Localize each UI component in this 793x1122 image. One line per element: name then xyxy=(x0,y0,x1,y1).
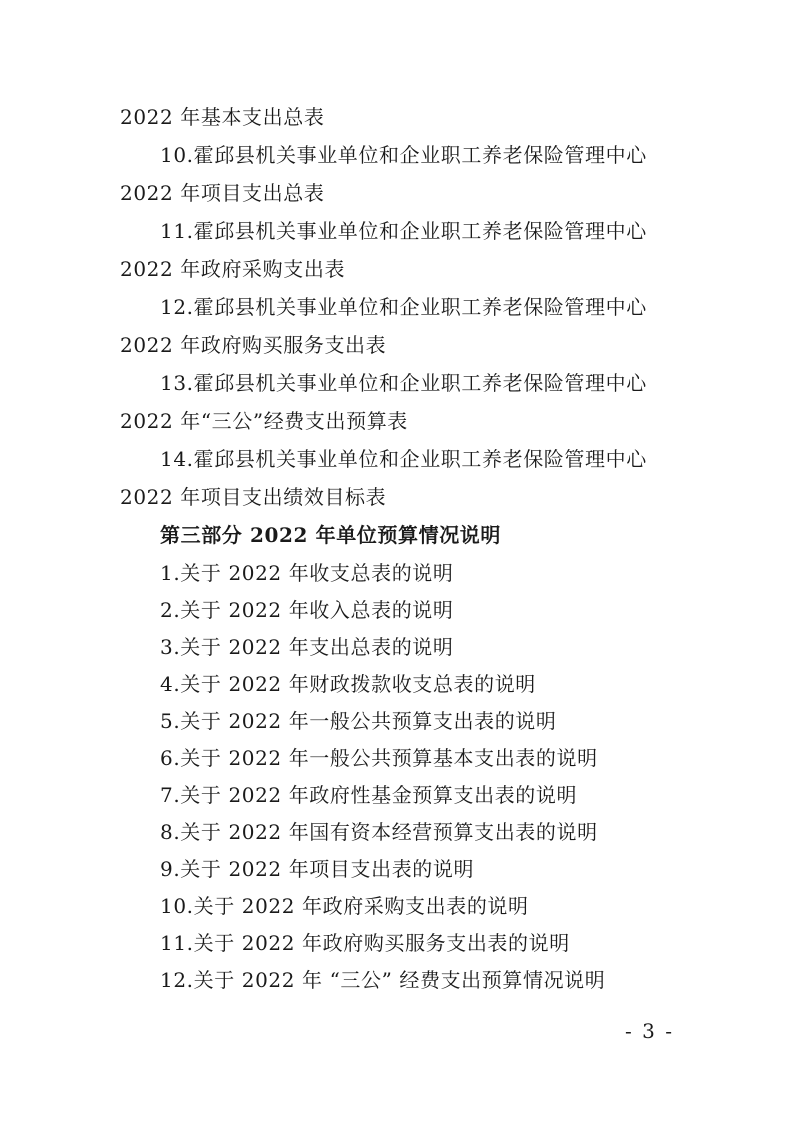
toc-item: 5.关于 2022 年一般公共预算支出表的说明 xyxy=(160,709,557,733)
toc-item: 2.关于 2022 年收入总表的说明 xyxy=(160,598,454,622)
toc-item: 11.关于 2022 年政府购买服务支出表的说明 xyxy=(160,931,570,955)
toc-item: 9.关于 2022 年项目支出表的说明 xyxy=(160,857,475,881)
page-number: - 3 - xyxy=(625,1019,674,1043)
toc-item: 12.关于 2022 年 “三公” 经费支出预算情况说明 xyxy=(160,968,606,992)
toc-line: 10.霍邱县机关事业单位和企业职工养老保险管理中心 xyxy=(160,143,647,167)
toc-line: 2022 年“三公”经费支出预算表 xyxy=(120,409,408,433)
toc-line: 2022 年政府采购支出表 xyxy=(120,257,346,281)
toc-item: 10.关于 2022 年政府采购支出表的说明 xyxy=(160,894,529,918)
toc-line: 11.霍邱县机关事业单位和企业职工养老保险管理中心 xyxy=(160,219,647,243)
toc-line: 2022 年项目支出总表 xyxy=(120,181,325,205)
toc-line: 12.霍邱县机关事业单位和企业职工养老保险管理中心 xyxy=(160,295,647,319)
toc-line: 2022 年基本支出总表 xyxy=(120,105,325,129)
toc-item: 3.关于 2022 年支出总表的说明 xyxy=(160,635,454,659)
toc-item: 6.关于 2022 年一般公共预算基本支出表的说明 xyxy=(160,746,598,770)
section-heading: 第三部分 2022 年单位预算情况说明 xyxy=(160,523,501,547)
toc-line: 2022 年政府购买服务支出表 xyxy=(120,333,387,357)
toc-line: 2022 年项目支出绩效目标表 xyxy=(120,485,387,509)
toc-item: 1.关于 2022 年收支总表的说明 xyxy=(160,561,454,585)
toc-line: 13.霍邱县机关事业单位和企业职工养老保险管理中心 xyxy=(160,371,647,395)
toc-item: 8.关于 2022 年国有资本经营预算支出表的说明 xyxy=(160,820,598,844)
toc-item: 4.关于 2022 年财政拨款收支总表的说明 xyxy=(160,672,536,696)
toc-line: 14.霍邱县机关事业单位和企业职工养老保险管理中心 xyxy=(160,447,647,471)
toc-item: 7.关于 2022 年政府性基金预算支出表的说明 xyxy=(160,783,578,807)
